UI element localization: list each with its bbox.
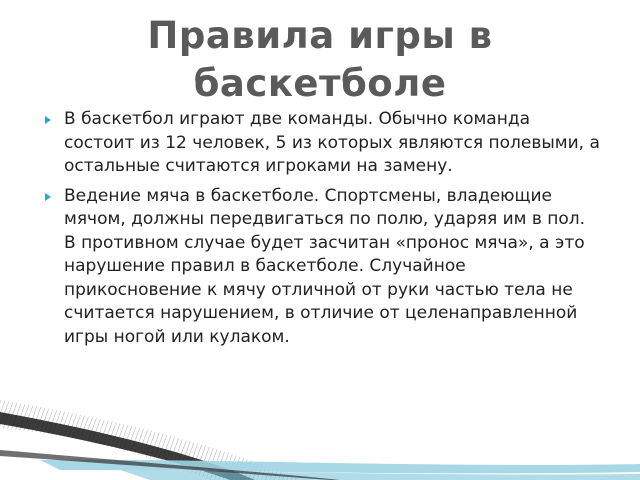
bullet-text: Ведение мяча в баскетболе. Спортсмены, владеющие мячом, должны передвигаться по полю, ударяя им в пол. В противном случае будет засчитан «пронос мяча», а это нарушение правил в баскетболе. Случайное прикосновение к мячу отличной от руки частью тела не считается нарушением, в отличие от целенаправленной игры ногой или кулаком. [64, 185, 586, 347]
slide-title: Правила игры в баскетболе [147, 14, 493, 105]
bullet-item [42, 108, 602, 179]
bullet-list [42, 108, 602, 355]
triangle-bullet-icon [45, 193, 51, 201]
wave-decoration [0, 390, 640, 480]
bullet-item [42, 185, 602, 350]
bullet-text: В баскетбол играют две команды. Обычно команда состоит из 12 человек, 5 из которых являются полевыми, а остальные считаются игроками на замену. [64, 109, 600, 176]
triangle-bullet-icon [45, 116, 51, 124]
